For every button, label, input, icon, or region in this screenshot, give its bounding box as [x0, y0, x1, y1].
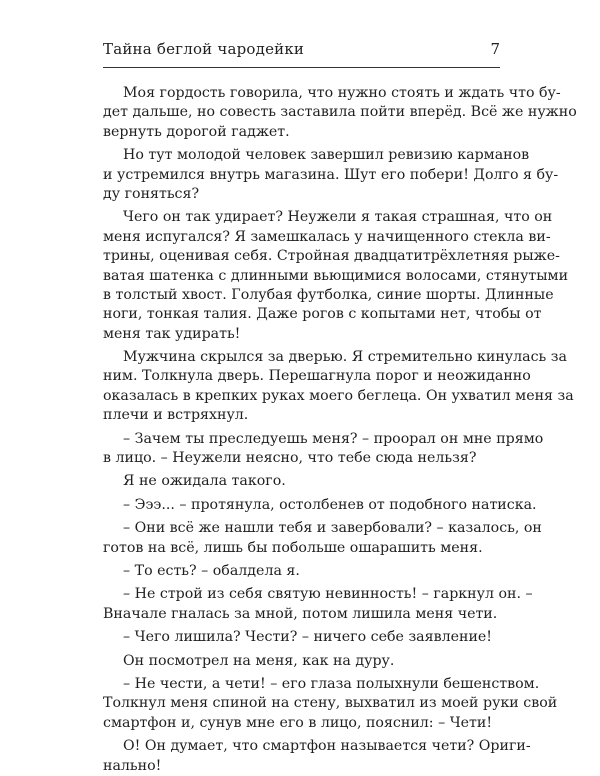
paragraph: [103, 737, 531, 776]
text-line: меня так удирать!: [103, 325, 241, 342]
text-line: – Чего лишила? Чести? – ничего себе заявление!: [123, 629, 492, 646]
text-line: Вначале гналась за мной, потом лишила меня чети.: [103, 605, 498, 622]
header-rule: [103, 67, 500, 68]
paragraph: [103, 146, 559, 204]
text-line: Мужчина скрылся за дверью. Я стремительно кинулась за: [123, 349, 567, 366]
text-line: Толкнул меня спиной на стену, выхватил из моей руки свой: [103, 695, 558, 712]
text-line: – Не чести, а чети! – его глаза полыхнули бешенством.: [123, 675, 540, 692]
paragraph: [103, 348, 574, 426]
text-line: – Они всё же нашли тебя и завербовали? – казалось, он: [123, 520, 542, 537]
text-line: ноги, тонкая талия. Даже рогов с копытами нет, чтобы от: [103, 306, 542, 323]
text-line: Чего он так удирает? Неужели я такая страшная, что он: [123, 209, 553, 226]
page-number: 7: [490, 40, 500, 58]
text-line: дет дальше, но совесть заставила пойти вперёд. Всё же нужно: [103, 104, 577, 121]
text-line: – Эээ... – протянула, остолбенев от подобного натиска.: [123, 496, 537, 513]
text-line: – Зачем ты преследуешь меня? – проорал он мне прямо: [123, 430, 544, 447]
paragraph: [103, 628, 500, 647]
paragraph: [103, 562, 500, 581]
text-line: ним. Толкнула дверь. Перешагнула порог и неожиданно: [103, 368, 531, 385]
body-text: [103, 84, 577, 776]
text-line: Моя гордость говорила, что нужно стоять и ждать что бу-: [123, 85, 561, 101]
running-head: [103, 40, 500, 64]
text-line: в толстый хвост. Голубая футболка, синие шорты. Длинные: [103, 286, 554, 303]
paragraph: [103, 496, 537, 515]
running-title: Тайна беглой чародейки: [103, 40, 305, 58]
paragraph: [103, 472, 500, 491]
text-line: ватая шатенка с длинными вьющимися волосами, стянутыми: [103, 267, 569, 284]
paragraph: [103, 208, 569, 344]
text-line: ду гоняться?: [103, 185, 200, 202]
text-line: трины, оценивая себя. Стройная двадцатитрёхлетняя рыже-: [103, 248, 560, 265]
text-line: плечи и встряхнул.: [103, 407, 249, 424]
paragraph: [103, 585, 533, 624]
text-line: О! Он думает, что смартфон называется чети? Ориги-: [123, 738, 531, 755]
text-line: нально!: [103, 757, 162, 774]
text-line: Он посмотрел на меня, как на дуру.: [123, 652, 395, 669]
paragraph: [103, 675, 558, 733]
text-line: смартфон и, сунув мне его в лицо, пояснил: – Чети!: [103, 714, 493, 731]
text-line: оказалась в крепких руках моего беглеца. Он ухватил меня за: [103, 387, 574, 404]
paragraph: [103, 652, 500, 671]
text-line: – Не строй из себя святую невинность! – гаркнул он. –: [123, 586, 533, 603]
text-line: меня испугался? Я замешкалась у начищенного стекла ви-: [103, 228, 551, 245]
text-line: готов на всё, лишь бы побольше ошарашить меня.: [103, 539, 483, 556]
text-line: вернуть дорогой гаджет.: [103, 123, 290, 140]
text-line: и устремился внутрь магазина. Шут его побери! Долго я бу-: [103, 166, 559, 183]
paragraph: [103, 519, 542, 558]
text-line: Но тут молодой человек завершил ревизию карманов: [123, 147, 530, 164]
paragraph: [103, 430, 544, 469]
text-line: Я не ожидала такого.: [123, 473, 286, 490]
text-line: в лицо. – Неужели неясно, что тебе сюда нельзя?: [103, 450, 477, 467]
text-line: – То есть? – обалдела я.: [123, 562, 300, 579]
paragraph: [103, 84, 577, 142]
